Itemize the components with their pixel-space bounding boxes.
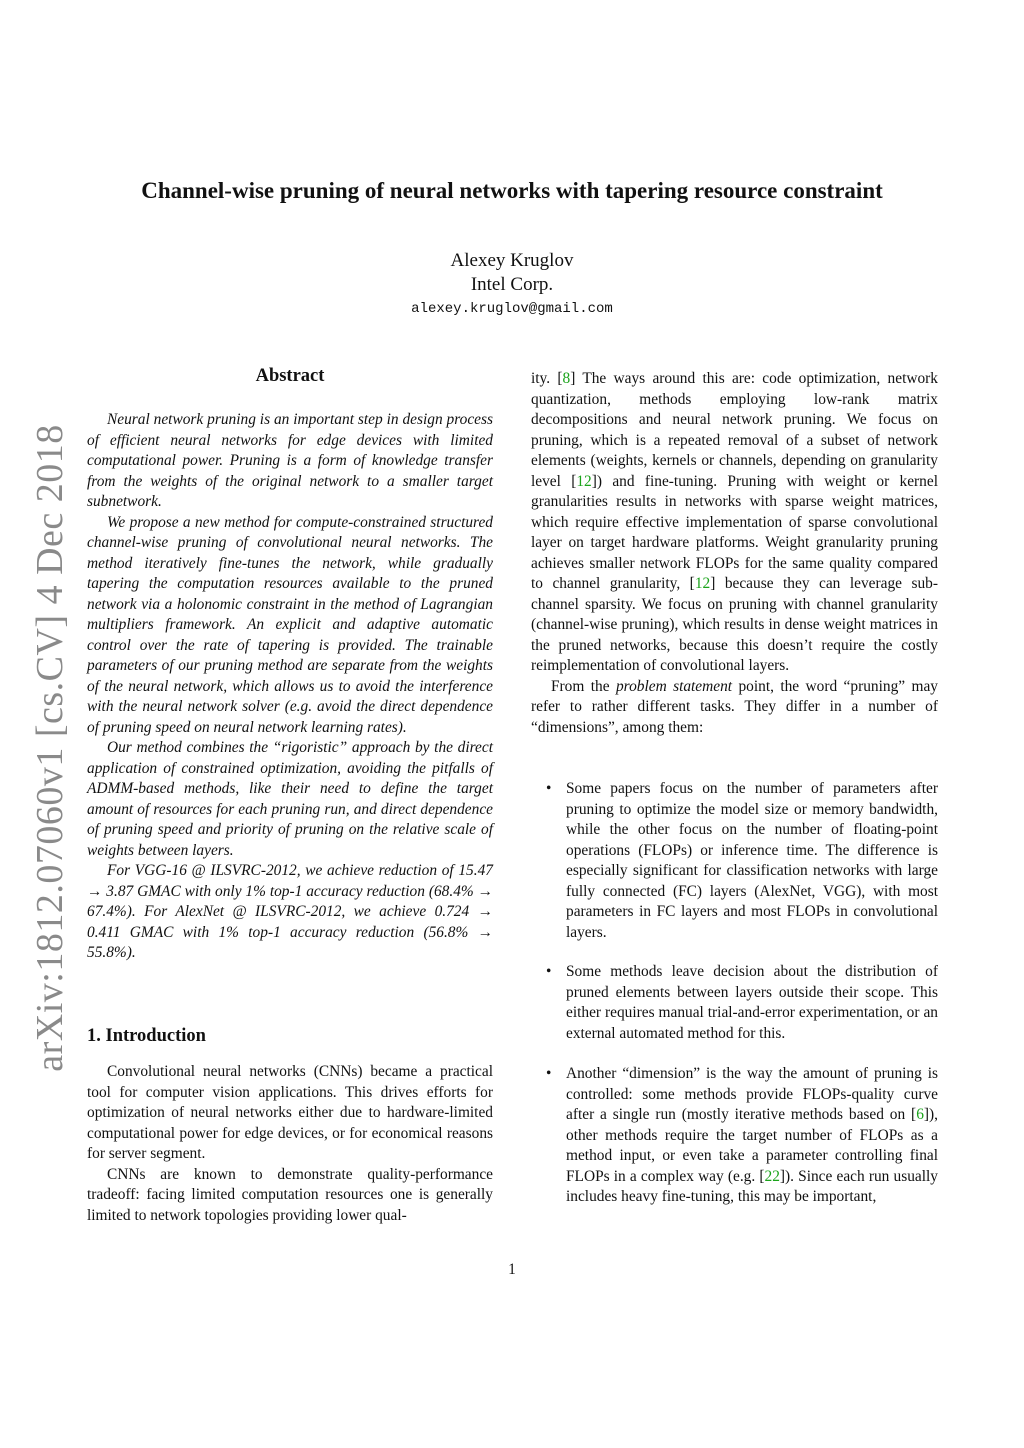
citation-link[interactable]: 6	[916, 1106, 924, 1123]
right-paragraph: ity. [8] The ways around this are: code optimization, network quantization, methods employing low-rank matrix decompositions and neural network pruning. We focus on pruning, which is a repeated removal of a subset of network elements (weights, kernels or channels, depending on granularity level [12]) and fine-tuning. Pruning with weight or kernel granularities results in networks with sparse weight matrices, which require effective implementation of sparse convolutional layer on target hardware platforms. Weight granularity pruning achieves smaller network FLOPs for the same quality compared to channel granularity, [12] because they can leverage sub-channel sparsity. We focus on pruning with channel granularity (channel-wise pruning), which results in dense weight matrices in the pruned networks, because this doesn’t require the costly reimplementation of convolutional layers.	[531, 370, 938, 674]
abstract-paragraph: Neural network pruning is an important step in design process of efficient neural networks for edge devices with limited computational power. Pruning is a form of knowledge transfer from the weights of the original network to a smaller target subnetwork.	[87, 411, 493, 510]
arxiv-identifier-stamp: arXiv:1812.07060v1 [cs.CV] 4 Dec 2018	[29, 424, 71, 1072]
paper-title: Channel-wise pruning of neural networks with tapering resource constraint	[141, 178, 883, 203]
citation-link[interactable]: 22	[764, 1167, 780, 1185]
author-affiliation: Intel Corp.	[470, 274, 554, 295]
section-heading-introduction: 1. Introduction	[87, 1026, 206, 1046]
dimension-bullet-list	[531, 779, 938, 943]
citation-link[interactable]: 8	[562, 370, 571, 387]
abstract-body	[87, 410, 493, 964]
bullet-icon: •	[546, 780, 552, 797]
abstract-paragraph: Our method combines the “rigoristic” approach by the direct application of constrained optimization, avoiding the pitfalls of ADMM-based methods, like their need to define the target amount of resources for each pruning run, and direct dependence of pruning speed and priority of pruning on the relative scale of weights between layers.	[87, 739, 493, 859]
list-item: • Another “dimension” is the way the amount of pruning is controlled: some methods provide FLOPs-quality curve after a single run (mostly iterative methods based on [6]), other methods require the target number of FLOPs as a method input, or even take a parameter controlling final FLOPs in a complex way (e.g. [22]). Since each run usually includes heavy fine-tuning, this may be important,	[546, 1065, 938, 1205]
author-email[interactable]: alexey.kruglov@gmail.com	[411, 301, 613, 317]
author-name: Alexey Kruglov	[450, 250, 574, 271]
bullet-icon: •	[546, 963, 552, 980]
abstract-paragraph: For VGG-16 @ ILSVRC-2012, we achieve reduction of 15.47 → 3.87 GMAC with only 1% top-1 accuracy reduction (68.4% → 67.4%). For AlexNet @ ILSVRC-2012, we achieve 0.724 → 0.411 GMAC with 1% top-1 accuracy reduction (56.8% → 55.8%).	[87, 862, 493, 961]
page-number: 1	[508, 1261, 516, 1278]
right-paragraph: From the problem statement point, the word “pruning” may refer to rather different tasks. They differ in a number of “dimensions”, among them:	[531, 677, 938, 736]
intro-paragraph: CNNs are known to demonstrate quality-performance tradeoff: facing limited computation resources one is generally limited to network topologies providing lower qual-	[87, 1165, 493, 1224]
list-item: • Some papers focus on the number of parameters after pruning to optimize the model size or memory bandwidth, while the other focus on the number of floating-point operations (FLOPs) or inference time. The difference is especially significant for classification networks with large fully connected (FC) layers (AlexNet, VGG), with most parameters in FC layers and most FLOPs in convolutional layers.	[546, 780, 938, 941]
intro-paragraph: Convolutional neural networks (CNNs) became a practical tool for computer vision applications. This drives efforts for optimization of neural networks either due to hardware-limited computational power for edge devices, or for economical reasons for server segment.	[87, 1063, 493, 1162]
bullet-icon: •	[546, 1065, 552, 1082]
right-column-body	[531, 369, 938, 738]
dimension-bullet-list	[531, 962, 938, 1044]
abstract-heading: Abstract	[255, 366, 325, 386]
list-item: • Some methods leave decision about the distribution of pruned elements between layers outside their scope. This either requires manual trial-and-error experimentation, or an external automated method for this.	[546, 963, 938, 1042]
citation-link[interactable]: 12	[694, 575, 711, 592]
dimension-bullet-list	[531, 1064, 938, 1208]
abstract-paragraph: We propose a new method for compute-constrained structured channel-wise pruning of convolutional neural networks. The method iteratively fine-tunes the network, while gradually tapering the computation resources available to the pruned network via a holonomic constraint in the method of Lagrangian multipliers framework. An explicit and adaptive automatic control over the rate of tapering is provided. The trainable parameters of our pruning method are separate from the weights of the neural network, which allows us to avoid the interference with the neural network solver (e.g. avoid the direct dependence of pruning speed on neural network learning rates).	[87, 513, 493, 736]
citation-link[interactable]: 12	[576, 472, 592, 490]
introduction-body	[87, 1062, 493, 1226]
